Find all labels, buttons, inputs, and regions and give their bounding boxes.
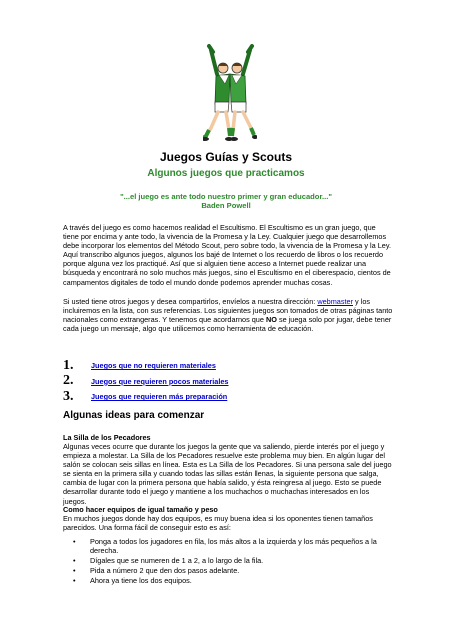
link-games-more-preparation[interactable]: Juegos que requieren más preparación — [91, 392, 228, 402]
contact-paragraph — [63, 297, 393, 333]
step-text: Pida a número 2 que den dos pasos adelante. — [90, 566, 240, 576]
contact-text-start: Si usted tiene otros juegos y desea compartirlos, envíelos a nuestra dirección: — [63, 297, 318, 306]
list-item — [63, 576, 393, 585]
list-number: 1. — [63, 357, 74, 373]
contact-text-end: se juega solo por jugar, debe tener cada juego un mensaje, algo que utilicemos como herramienta de educación. — [63, 315, 392, 334]
page-subtitle: Algunos juegos que practicamos — [147, 168, 305, 179]
step-text: Ponga a todos los jugadores en fila, los más altos a la izquierda y los más pequeños a la derecha. — [90, 537, 377, 556]
page-title: Juegos Guías y Scouts — [159, 150, 293, 164]
game-description-sinners-chair: Algunas veces ocurre que durante los juegos la gente que va saliendo, pierde interés por el juego y empieza a molestar. La Silla de los Pecadores resuelve este problema muy bien. En algún lugar del salón se colocan seis sillas en línea. Esta es La Silla de los Pecadores. Si una persona sale del juego se sienta en la primera silla y cuando todas las sillas están llenas, la siguiente persona que salga, cambia de lugar con la primera persona que había salido, y ésta reingresa al juego. Esto se puede desarrollar durante todo el juego y mantiene a los muchachos o muchachas interesados en los juegos. — [63, 442, 392, 506]
link-games-few-materials[interactable]: Juegos que requieren pocos materiales — [91, 376, 229, 386]
quote-block — [0, 192, 452, 210]
game-title-equal-teams: Como hacer equipos de igual tamaño y peso — [63, 505, 218, 514]
steps-list — [63, 537, 393, 586]
bullet-icon: • — [73, 566, 76, 576]
quote-text: "...el juego es ante todo nuestro primer y gran educador..." — [120, 192, 332, 201]
dancing-scouts-illustration — [203, 44, 257, 144]
list-item — [63, 537, 393, 555]
bullet-icon: • — [73, 576, 76, 586]
step-text: Dígales que se numeren de 1 a 2, a lo largo de la fila. — [90, 556, 264, 566]
list-item — [63, 374, 228, 390]
webmaster-link[interactable]: webmaster — [317, 297, 353, 306]
game-description-equal-teams: En muchos juegos donde hay dos equipos, es muy buena idea si los oponentes tienen tamaños parecidos. Una forma fácil de conseguir esto es así: — [63, 514, 373, 533]
game-title-sinners-chair: La Silla de los Pecadores — [63, 433, 151, 442]
games-index-list — [63, 358, 228, 405]
quote-author: Baden Powell — [201, 201, 251, 210]
contact-emphasis: NO — [265, 315, 277, 325]
bullet-icon: • — [73, 556, 76, 566]
list-number: 3. — [63, 388, 74, 404]
section-heading: Algunas ideas para comenzar — [63, 410, 205, 421]
contact-text-mid: y los incluiremos en la lista, con sus referencias. Los siguientes juegos son tomados de otras páginas tanto nacionales como extrangeras. Y tenemos que acordarnos que — [63, 297, 393, 325]
list-item — [63, 556, 393, 565]
intro-paragraph: A través del juego es como hacemos realidad el Escultismo. El Escultismo es un gran juego, que tiene por encima y ante todo, la vivencia de la Promesa y la Ley. Cualquier juego que desarrollemos debe incorporar los elementos del Método Scout, pero sobre todo, la vivencia de la Promesa y la Ley. Aquí transcribo algunos juegos, algunos los bajé de Internet o los recuerdo de libros o los recuerdo porque alguna vez los practiqué. Así que si alguien tiene acceso a Internet puede realizar una búsqueda y encontrará no solo muchos más juegos, sino el Escultismo en el ciberespacio, cientos de campamentos digitales de todo el mundo donde podemos aprender muchas cosas. — [63, 223, 392, 287]
link-games-no-materials[interactable]: Juegos que no requieren materiales — [91, 361, 216, 371]
list-item — [63, 566, 393, 575]
step-text: Ahora ya tiene los dos equipos. — [90, 576, 192, 586]
list-item — [63, 389, 228, 405]
bullet-icon: • — [73, 537, 76, 546]
list-item — [63, 358, 228, 374]
list-number: 2. — [63, 373, 74, 389]
